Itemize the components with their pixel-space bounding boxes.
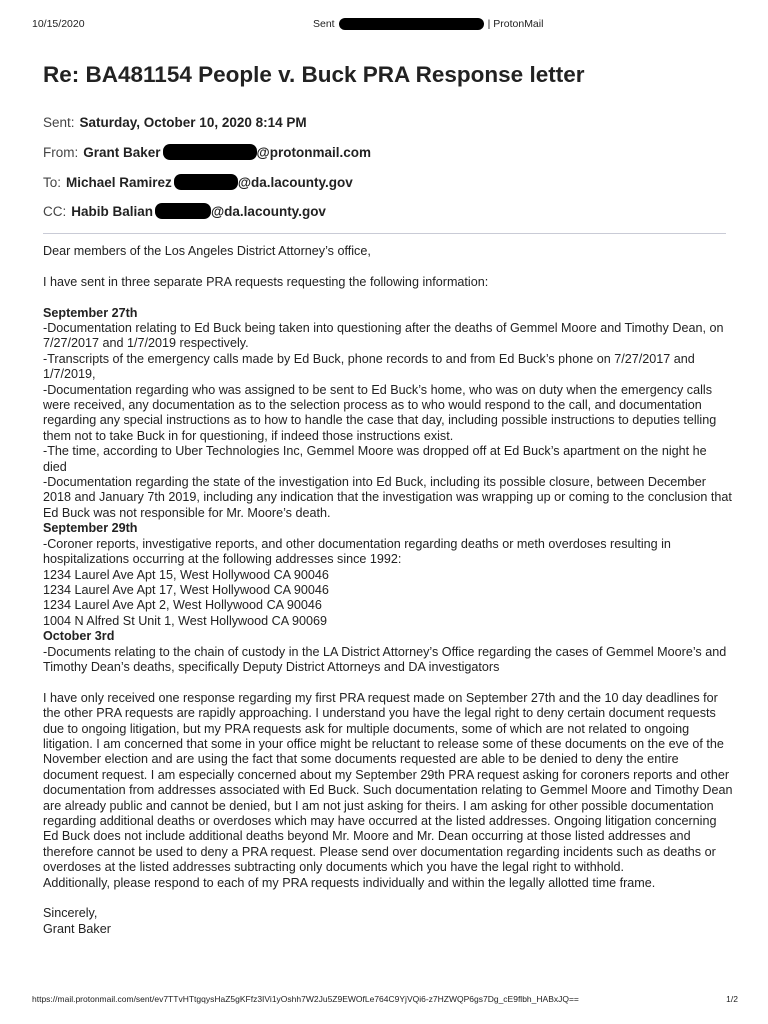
- greeting: Dear members of the Los Angeles District Attorney’s office,: [43, 244, 371, 258]
- to-domain: @da.lacounty.gov: [237, 174, 353, 190]
- redaction-bar: [174, 174, 238, 190]
- section-heading: September 27th: [43, 305, 138, 320]
- body-paragraph: I have only received one response regarding my first PRA request made on September 27th and the 10 day deadlines for the other PRA requests are rapidly approaching. I understand you have the legal right to deny certain document requests due to ongoing litigation, but my PRA requests ask for multiple documents, some of which are not related to ongoing litigation. I am concerned that some in your office might be reluctant to release some of these documents on the eve of the November election and are using the fact that some documents requested are able to be denied to deny the entire document request. I am especially concerned about my September 29th PRA request asking for coroners reports and other documentation from addresses associated with Ed Buck. Such documentation relating to Gemmel Moore and Timothy Dean are already public and cannot be denied, but I am not just asking for theirs. I am asking for other possible documentation regarding additional deaths or overdoses which may have occurred at the listed addresses. Ongoing litigation concerning Ed Buck does not include additional deaths beyond Mr. Moore and Mr. Dean occurring at those listed addresses and therefore cannot be used to deny a PRA request. Please send over documentation regarding incidents such as deaths or overdoses at the listed addresses subtracting only documents which you have the legal right to withhold.: [43, 690, 733, 875]
- sent-label: Sent:: [43, 115, 75, 130]
- sent-folder-label: Sent: [313, 18, 335, 30]
- request-item: -Documentation regarding who was assigned to be sent to Ed Buck’s home, who was on duty when the emergency calls were received, any documentation as to the selection process as to who would respond to the call, and documentation regarding any special instructions as to how to handle the case that day, including possible instructions to deputies telling them not to take Buck in for questioning, if indeed those instructions exist.: [43, 382, 717, 443]
- divider: [43, 233, 726, 234]
- from-label: From:: [43, 144, 79, 160]
- from-domain: @protonmail.com: [256, 144, 371, 160]
- section-heading: September 29th: [43, 521, 138, 536]
- request-item: -The time, according to Uber Technologies Inc, Gemmel Moore was dropped off at Ed Buck’s apartment on the night he died: [43, 444, 707, 474]
- signature: Grant Baker: [43, 921, 111, 936]
- request-item: -Documents relating to the chain of custody in the LA District Attorney’s Office regarding the cases of Gemmel Moore’s and Timothy Dean’s deaths, specifically Deputy District Attorneys and DA investigators: [43, 644, 727, 674]
- address-line: 1234 Laurel Ave Apt 15, West Hollywood CA 90046: [43, 567, 329, 582]
- redaction-bar: [155, 203, 211, 219]
- print-date: 10/15/2020: [32, 18, 85, 30]
- from-row: [43, 144, 371, 160]
- page-number: 1/2: [726, 994, 738, 1004]
- redaction-bar: [163, 144, 257, 160]
- section-heading: October 3rd: [43, 629, 115, 644]
- from-name[interactable]: Grant Baker: [83, 144, 161, 160]
- cc-label: CC:: [43, 203, 67, 219]
- app-name: | ProtonMail: [487, 18, 544, 30]
- closing: Sincerely,: [43, 906, 98, 921]
- address-line: 1004 N Alfred St Unit 1, West Hollywood CA 90069: [43, 613, 327, 628]
- body-paragraph: Additionally, please respond to each of my PRA requests individually and within the legally allotted time frame.: [43, 875, 656, 890]
- to-row: [43, 174, 353, 190]
- cc-row: [43, 203, 326, 219]
- email-body: [43, 244, 733, 937]
- address-line: 1234 Laurel Ave Apt 2, West Hollywood CA 90046: [43, 598, 322, 613]
- request-item: -Coroner reports, investigative reports, and other documentation regarding deaths or meth overdoses resulting in hospitalizations occurring at the following addresses since 1992:: [43, 536, 671, 567]
- to-label: To:: [43, 174, 62, 190]
- sent-row: [43, 115, 307, 130]
- print-title: [313, 18, 543, 30]
- request-item: -Documentation relating to Ed Buck being taken into questioning after the deaths of Gemmel Moore and Timothy Dean, on 7/27/2017 and 1/7/2019 respectively.: [43, 321, 724, 351]
- address-line: 1234 Laurel Ave Apt 17, West Hollywood CA 90046: [43, 582, 329, 597]
- email-subject: Re: BA481154 People v. Buck PRA Response letter: [43, 62, 585, 87]
- sent-value: Saturday, October 10, 2020 8:14 PM: [79, 115, 307, 130]
- print-url: https://mail.protonmail.com/sent/ev7TTvHTtgqysHaZ5gKFfz3IVi1yOshh7W2Ju5Z9EWOfLe764C9YjVQi6-z7HZWQP6gs7Dg_cE9flbh_HABxJQ==: [32, 994, 579, 1004]
- to-name[interactable]: Michael Ramirez: [66, 174, 172, 190]
- redaction-bar: [339, 18, 484, 30]
- request-item: -Transcripts of the emergency calls made by Ed Buck, phone records to and from Ed Buck’s phone on 7/27/2017 and 1/7/2019,: [43, 351, 695, 382]
- request-item: -Documentation regarding the state of the investigation into Ed Buck, including its possible closure, between December 2018 and January 7th 2019, including any indication that the investigation was wrapping up or coming to the conclusion that Ed Buck was not responsible for Mr. Moore’s death.: [43, 475, 732, 520]
- cc-domain: @da.lacounty.gov: [211, 203, 326, 219]
- intro-paragraph: I have sent in three separate PRA requests requesting the following information:: [43, 274, 489, 289]
- cc-name[interactable]: Habib Balian: [71, 203, 154, 219]
